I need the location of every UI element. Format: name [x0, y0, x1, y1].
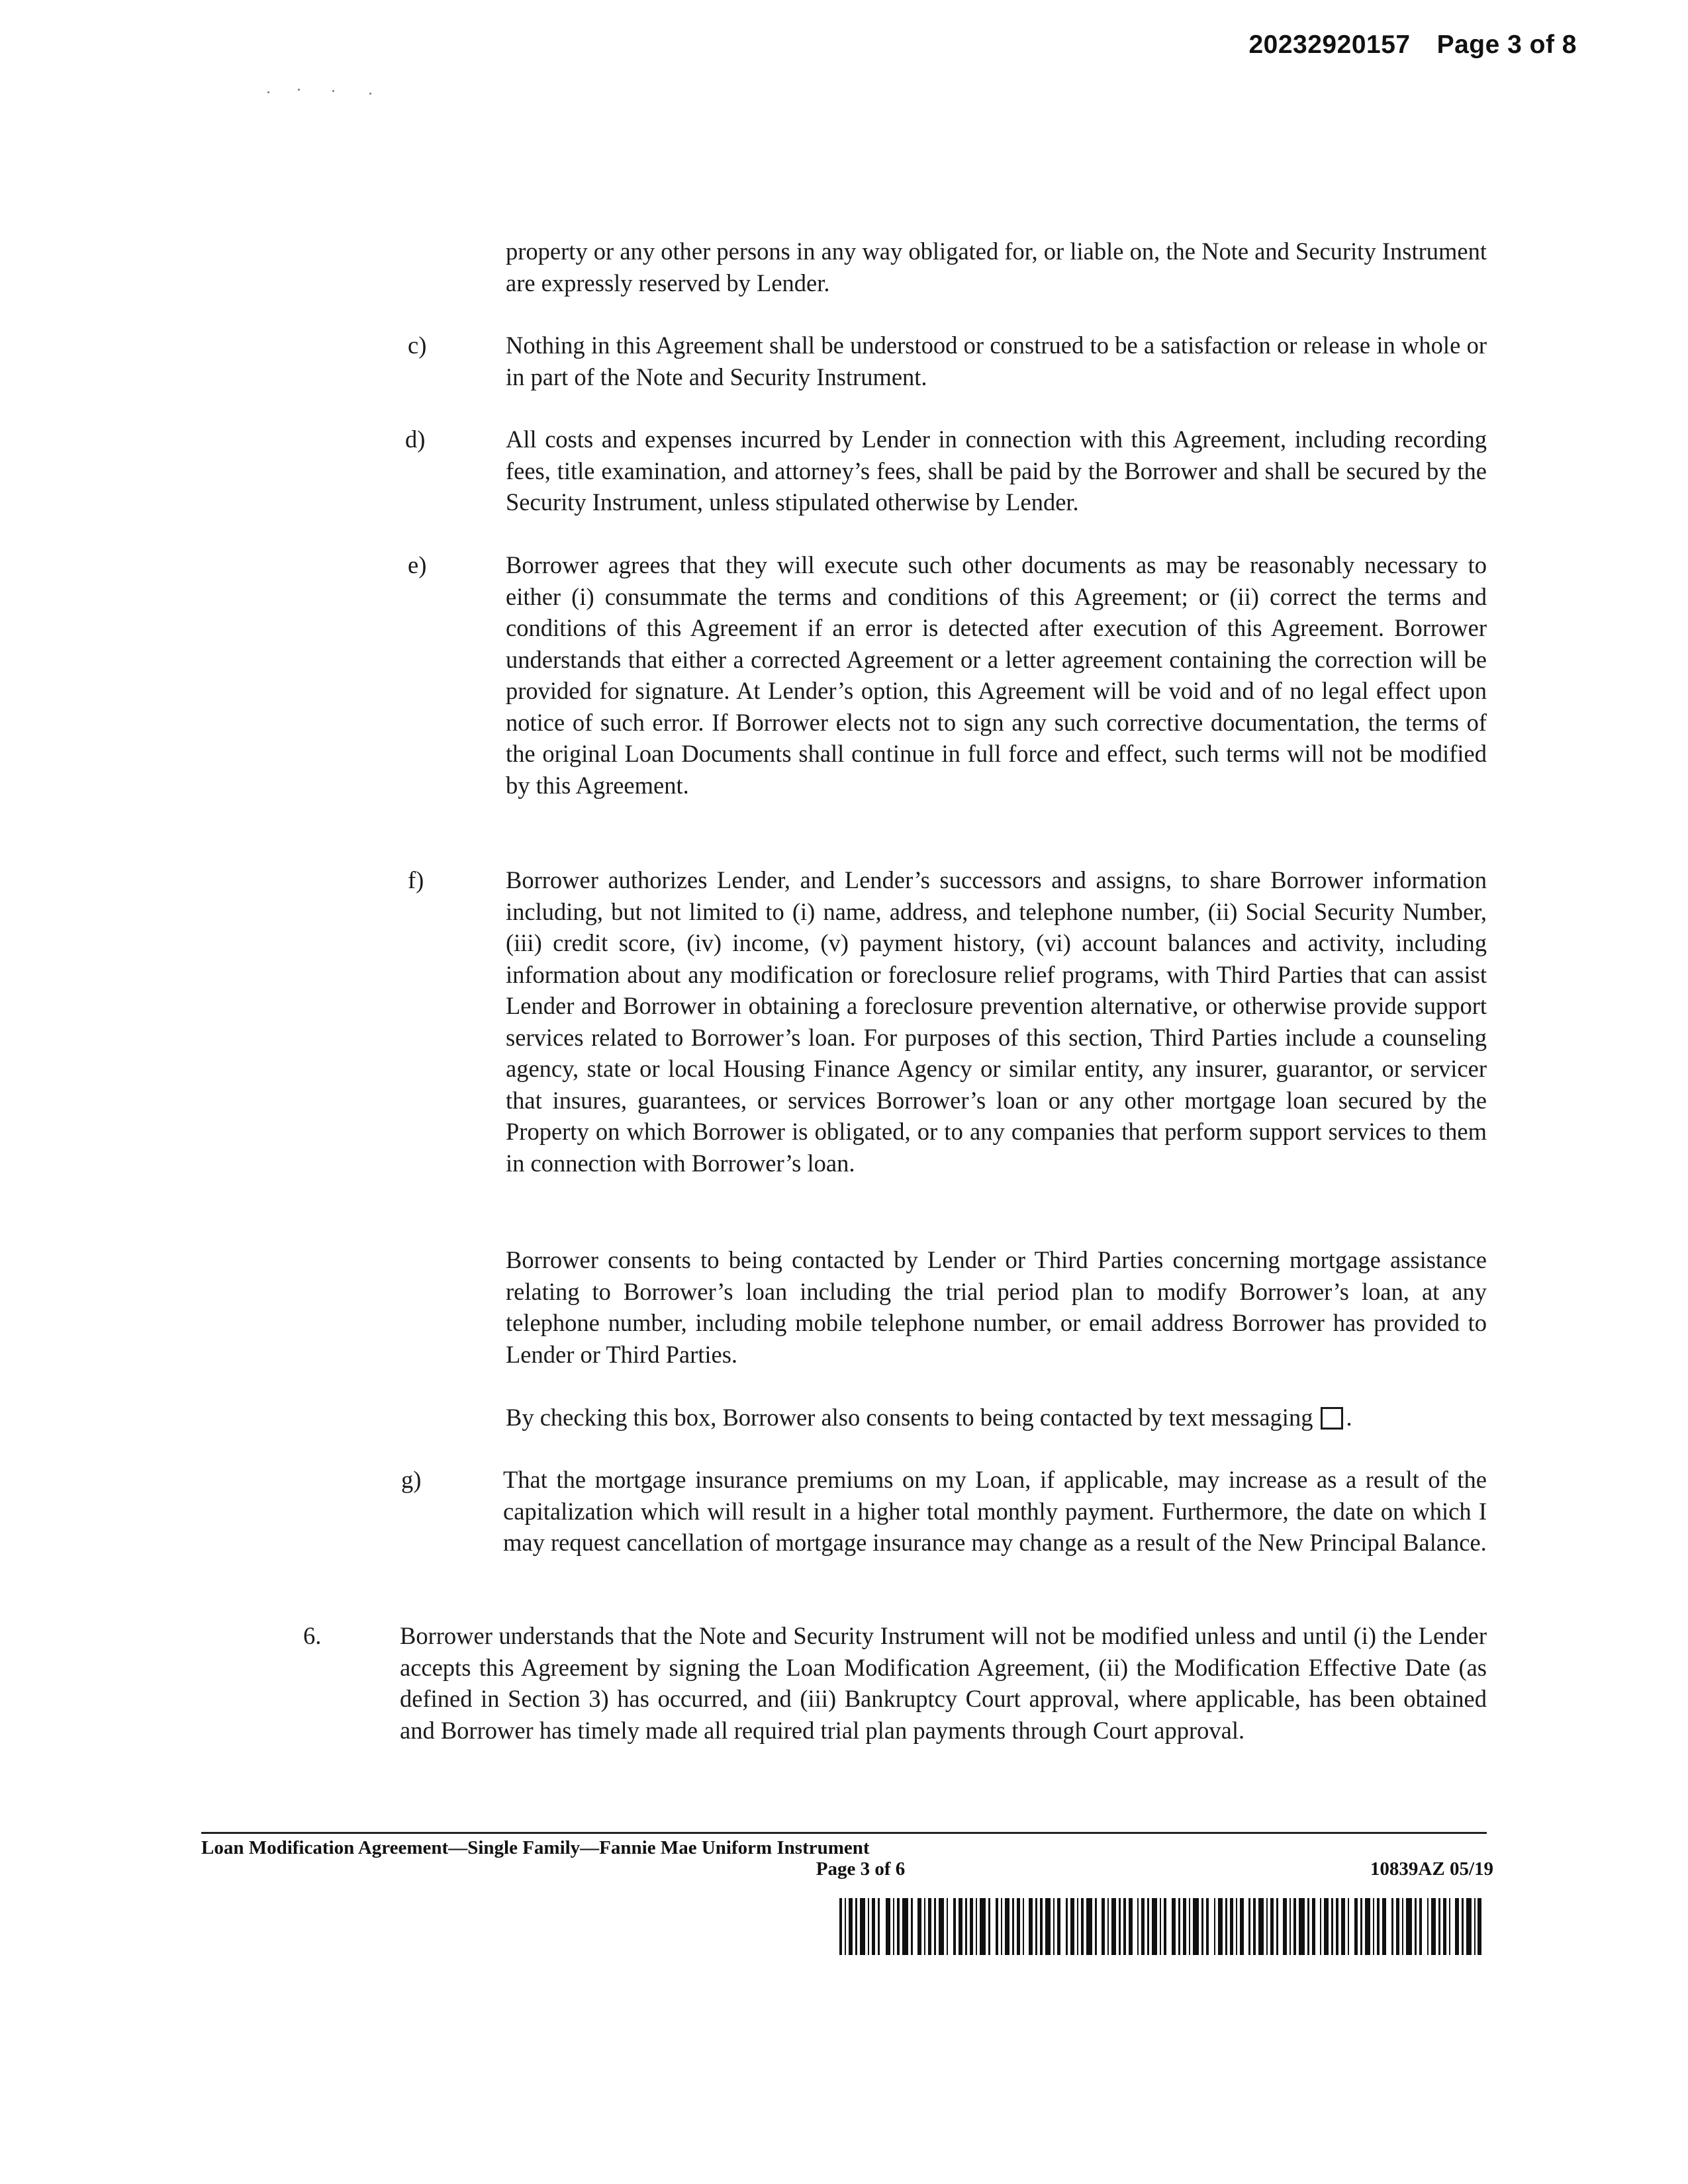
section-6-label: 6.	[303, 1622, 322, 1649]
footer-form-title: Loan Modification Agreement—Single Family—Fannie Mae Uniform Instrument	[201, 1837, 870, 1858]
item-f-text: Borrower authorizes Lender, and Lender’s successors and assigns, to share Borrower information including, but not limited to (i) name, address, and telephone number, (ii) Social Security Number, (iii) credit score, (iv) income, (v) payment history, (vi) account balances and activity, including information about any modification or foreclosure relief programs, with Third Parties that can assist Lender and Borrower in obtaining a foreclosure prevention alternative, or otherwise provide support services related to Borrower’s loan. For purposes of this section, Third Parties include a counseling agency, state or local Housing Finance Agency or similar entity, any insurer, guarantor, or servicer that insures, guarantees, or services Borrower’s loan or any other mortgage loan secured by the Property on which Borrower is obligated, or to any companies that perform support services to them in connection with Borrower’s loan.	[506, 866, 1487, 1177]
text-messaging-checkbox[interactable]	[1321, 1407, 1343, 1430]
section-6-text: Borrower understands that the Note and Security Instrument will not be modified unless and until (i) the Lender accepts this Agreement by signing the Loan Modification Agreement, (ii) the Modification Effective Date (as defined in Section 3) has occurred, and (iii) Bankruptcy Court approval, where applicable, has been obtained and Borrower has timely made all required trial plan payments through Court approval.	[400, 1622, 1487, 1744]
footer-form-code: 10839AZ 05/19	[1370, 1858, 1493, 1880]
item-f-consent: Borrower consents to being contacted by Lender or Third Parties concerning mortgage assistance relating to Borrower’s loan including the trial period plan to modify Borrower’s loan, at any telephone number, including mobile telephone number, or email address Borrower has provided to Lender or Third Parties.	[506, 1246, 1487, 1368]
footer-page-number: Page 3 of 6	[816, 1858, 906, 1880]
text-consent-label: By checking this box, Borrower also consents to being contacted by text messaging	[506, 1404, 1313, 1431]
item-e-label: e)	[408, 551, 427, 578]
page-header	[1248, 30, 1577, 60]
item-c-label: c)	[408, 332, 427, 359]
item-d-label: d)	[405, 426, 426, 453]
footer-rule	[201, 1832, 1487, 1834]
document-number: 20232920157	[1248, 30, 1411, 59]
text-consent-end: .	[1346, 1404, 1352, 1431]
item-g-text: That the mortgage insurance premiums on my Loan, if applicable, may increase as a result of the capitalization which will result in a higher total monthly payment. Furthermore, the date on which I may request cancellation of mortgage insurance may change as a result of the New Principal Balance.	[503, 1466, 1487, 1556]
item-f-label: f)	[408, 866, 424, 893]
barcode-image	[839, 1898, 1481, 1955]
scan-specks	[267, 89, 380, 95]
item-d-text: All costs and expenses incurred by Lender in connection with this Agreement, including recording fees, title examination, and attorney’s fees, shall be paid by the Borrower and shall be secured by the Security Instrument, unless stipulated otherwise by Lender.	[506, 426, 1487, 516]
item-c-text: Nothing in this Agreement shall be understood or construed to be a satisfaction or release in whole or in part of the Note and Security Instrument.	[506, 332, 1487, 390]
page-number: Page 3 of 8	[1436, 30, 1577, 59]
item-g-label: g)	[401, 1466, 422, 1493]
text-consent-line	[506, 1402, 1487, 1433]
continued-paragraph: property or any other persons in any way obligated for, or liable on, the Note and Security Instrument are expressly reserved by Lender.	[506, 238, 1487, 296]
item-e-text: Borrower agrees that they will execute such other documents as may be reasonably necessary to either (i) consummate the terms and conditions of this Agreement; or (ii) correct the terms and conditions of this Agreement if an error is detected after execution of this Agreement. Borrower understands that either a corrected Agreement or a letter agreement containing the correction will be provided for signature. At Lender’s option, this Agreement will be void and of no legal effect upon notice of such error. If Borrower elects not to sign any such corrective documentation, the terms of the original Loan Documents shall continue in full force and effect, such terms will not be modified by this Agreement.	[506, 551, 1487, 799]
